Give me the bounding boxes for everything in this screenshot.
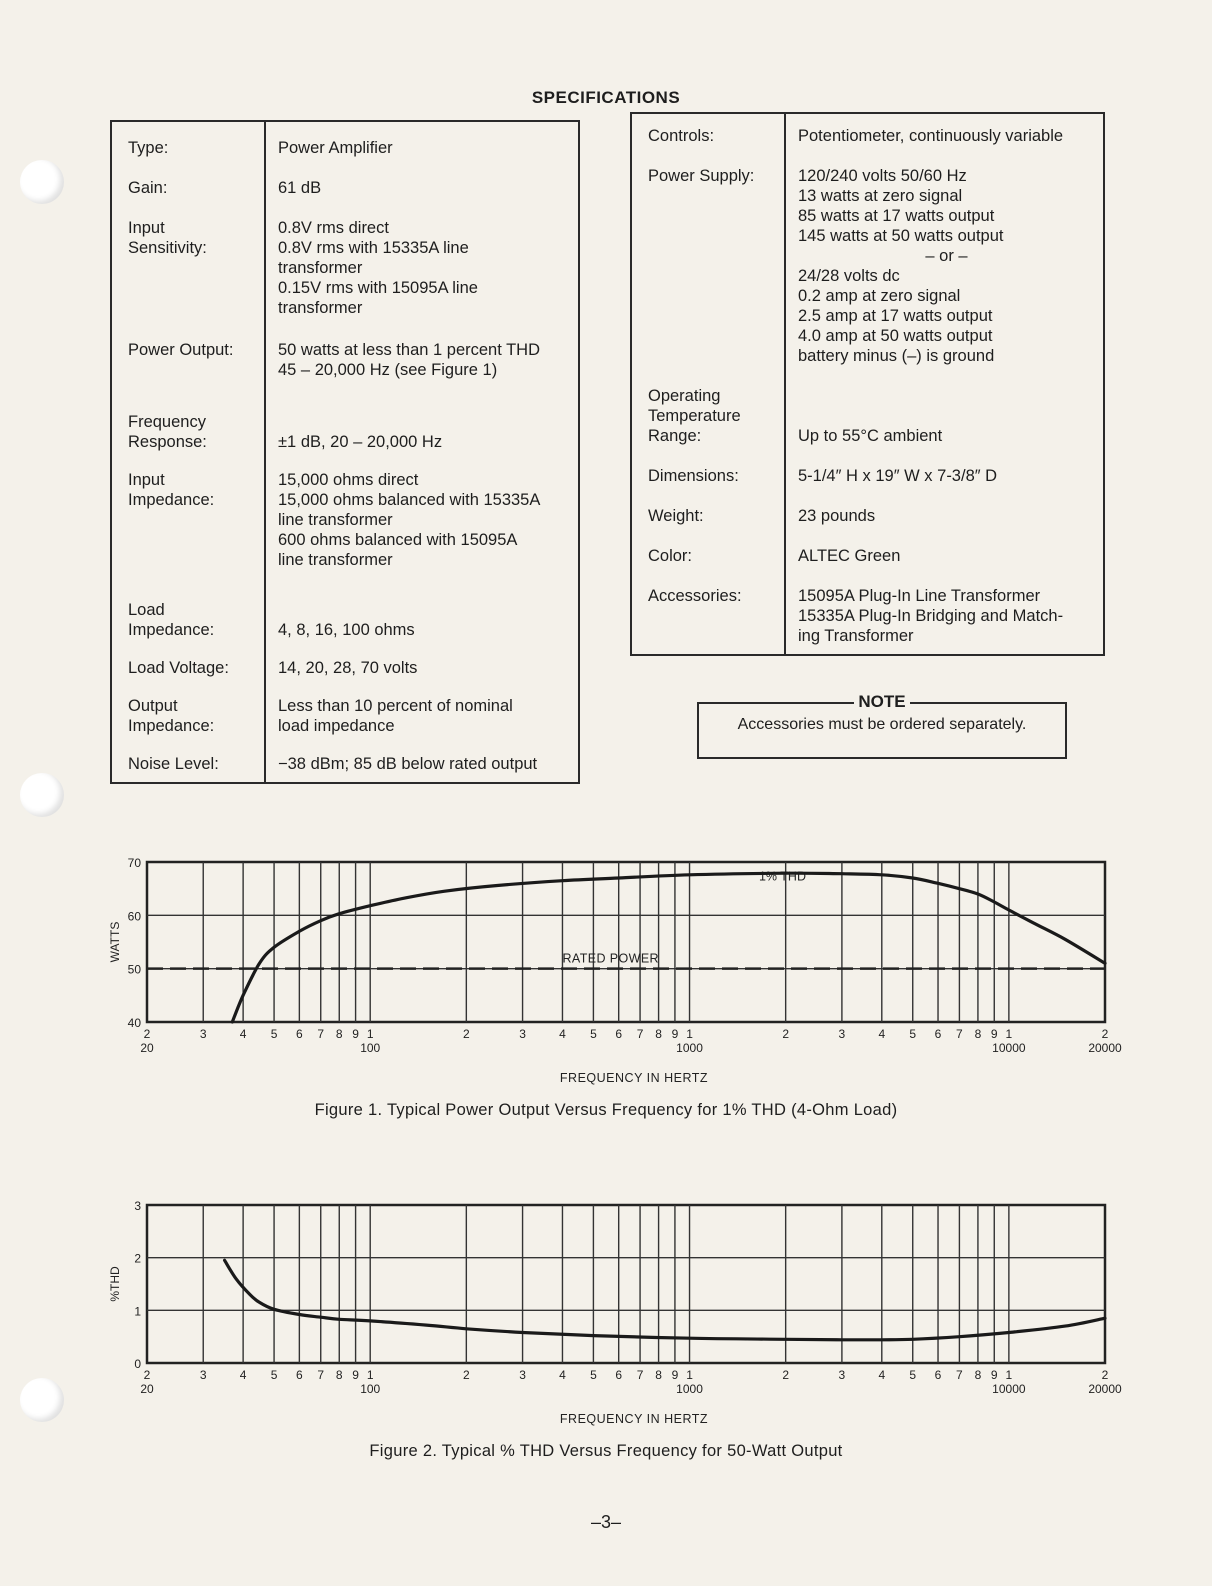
x-tick-label: 7	[636, 1027, 644, 1041]
spec-label-line: Type:	[128, 139, 169, 157]
x-decade-label: 20000	[1088, 1041, 1122, 1055]
note-title: NOTE	[699, 692, 1065, 712]
x-tick-label: 1	[686, 1027, 693, 1041]
spec-label	[111, 380, 265, 452]
spec-value-line: Potentiometer, continuously variable	[798, 127, 1064, 145]
spec-value	[265, 380, 579, 452]
x-axis-label: FREQUENCY IN HERTZ	[559, 1412, 709, 1426]
spec-label	[111, 570, 265, 640]
spec-value-line: 0.2 amp at zero signal	[798, 287, 961, 305]
spec-label	[111, 678, 265, 736]
x-tick-label: 3	[838, 1368, 846, 1382]
spec-label-line: Gain:	[128, 179, 168, 197]
spec-value-line: ±1 dB, 20 – 20,000 Hz	[278, 433, 443, 451]
x-tick-label: 7	[317, 1368, 325, 1382]
x-tick-label: 1	[1005, 1368, 1013, 1382]
spec-value-line: 15,000 ohms balanced with 15335A	[278, 491, 541, 509]
spec-label-line: Temperature	[648, 407, 741, 425]
spec-row	[111, 570, 579, 640]
spec-value-line: 23 pounds	[798, 507, 876, 525]
spec-row	[111, 678, 579, 736]
spec-label	[111, 452, 265, 570]
spec-value-line: Up to 55°C ambient	[798, 427, 943, 445]
x-axis-label: FREQUENCY IN HERTZ	[559, 1071, 709, 1085]
spec-value	[265, 736, 579, 783]
x-tick-label: 6	[296, 1027, 303, 1041]
spec-label-line: Weight:	[648, 507, 704, 525]
spec-value-line: 0.8V rms with 15335A line	[278, 239, 469, 257]
y-axis-label: WATTS	[108, 921, 122, 963]
spec-label	[631, 366, 785, 446]
x-tick-label: 3	[838, 1027, 846, 1041]
y-tick-label: 40	[127, 1016, 141, 1030]
x-tick-label: 6	[615, 1027, 623, 1041]
x-tick-label: 1	[1005, 1027, 1013, 1041]
x-tick-label: 5	[270, 1027, 278, 1041]
spec-value-line: 45 – 20,000 Hz (see Figure 1)	[278, 361, 498, 379]
spec-label-line: Input	[128, 471, 165, 489]
spec-row	[111, 736, 579, 783]
spec-label	[111, 198, 265, 318]
thd-chart	[0, 1195, 1212, 1430]
x-tick-label: 1	[366, 1027, 374, 1041]
spec-label-line: Response:	[128, 433, 207, 451]
x-tick-label: 7	[956, 1027, 963, 1041]
spec-label-line: Impedance:	[128, 491, 215, 509]
spec-label-line: Range:	[648, 427, 702, 445]
spec-value	[265, 318, 579, 380]
thd-annotation: 1% THD	[758, 869, 807, 884]
x-tick-label: 5	[590, 1368, 597, 1382]
spec-label-line: Power Supply:	[648, 167, 755, 185]
x-tick-label: 8	[335, 1368, 343, 1382]
spec-label-line: Power Output:	[128, 341, 234, 359]
spec-label-line: Operating	[648, 387, 721, 405]
spec-value-line: −38 dBm; 85 dB below rated output	[278, 755, 538, 773]
x-tick-label: 3	[519, 1368, 526, 1382]
x-decade-label: 100	[360, 1382, 381, 1396]
spec-value-line: transformer	[278, 299, 363, 317]
y-tick-label: 50	[127, 962, 141, 977]
spec-value	[785, 486, 1104, 526]
x-tick-label: 2	[143, 1368, 151, 1382]
data-series-curve	[225, 1260, 1105, 1340]
x-tick-label: 4	[239, 1368, 247, 1382]
x-tick-label: 8	[335, 1027, 343, 1041]
y-tick-label: 60	[127, 909, 141, 924]
spec-value	[785, 446, 1104, 486]
page-number: –3–	[590, 1512, 622, 1532]
x-tick-label: 1	[366, 1368, 374, 1382]
x-decade-label: 100	[360, 1041, 381, 1055]
spec-label-line: Input	[128, 219, 165, 237]
spec-value-line: 2.5 amp at 17 watts output	[798, 307, 993, 325]
figure-1-caption: Figure 1. Typical Power Output Versus Frequency for 1% THD (4-Ohm Load)	[314, 1101, 898, 1119]
spec-label-line: Impedance:	[128, 717, 215, 735]
spec-value-line: 14, 20, 28, 70 volts	[278, 659, 418, 677]
left-spec-table	[110, 120, 580, 784]
x-tick-label: 2	[462, 1027, 470, 1041]
spec-value	[265, 198, 579, 318]
spec-value-line: 120/240 volts 50/60 Hz	[798, 167, 967, 185]
spec-value-line: 24/28 volts dc	[798, 267, 900, 285]
spec-label-line: Frequency	[128, 413, 206, 431]
note-box	[697, 692, 1067, 759]
x-tick-label: 9	[990, 1027, 998, 1041]
spec-row	[111, 121, 579, 158]
spec-value	[785, 113, 1104, 146]
x-decade-label: 20	[140, 1041, 154, 1055]
power-output-chart	[0, 850, 1212, 1090]
x-tick-label: 9	[352, 1027, 359, 1041]
x-tick-label: 2	[462, 1368, 470, 1382]
x-tick-label: 6	[615, 1368, 623, 1382]
y-tick-label: 3	[134, 1199, 141, 1213]
page-title: SPECIFICATIONS	[531, 88, 681, 107]
x-tick-label: 8	[974, 1027, 982, 1041]
spec-value-line: 0.8V rms direct	[278, 219, 389, 237]
x-tick-label: 4	[878, 1368, 886, 1382]
spec-value-line: – or –	[925, 247, 968, 265]
data-series-curve	[232, 873, 1105, 1022]
x-tick-label: 4	[559, 1368, 566, 1382]
x-decade-label: 10000	[992, 1382, 1026, 1396]
spec-label-line: Load	[128, 601, 165, 619]
spec-value-line: transformer	[278, 259, 363, 277]
spec-label	[631, 486, 785, 526]
x-tick-label: 6	[934, 1368, 942, 1382]
x-tick-label: 8	[655, 1027, 662, 1041]
spec-value-line: 145 watts at 50 watts output	[798, 227, 1004, 245]
spec-label-line: Impedance:	[128, 621, 215, 639]
binder-hole-top	[20, 160, 64, 204]
spec-value	[785, 566, 1104, 655]
x-tick-label: 8	[655, 1368, 662, 1382]
spec-label	[631, 446, 785, 486]
spec-row	[111, 198, 579, 318]
rated-power-annotation: RATED POWER	[562, 951, 660, 966]
spec-value-line: 15335A Plug-In Bridging and Match-	[798, 607, 1064, 625]
spec-value-line: ing Transformer	[798, 627, 914, 645]
spec-value	[265, 640, 579, 678]
spec-value-line: Power Amplifier	[278, 139, 393, 157]
x-tick-label: 3	[199, 1368, 207, 1382]
spec-label-line: Sensitivity:	[128, 239, 207, 257]
spec-label-line: Noise Level:	[128, 755, 219, 773]
spec-label	[631, 113, 785, 146]
x-tick-label: 2	[1101, 1368, 1109, 1382]
right-spec-table	[630, 112, 1105, 656]
spec-value-line: 13 watts at zero signal	[798, 187, 963, 205]
spec-row	[111, 380, 579, 452]
x-decade-label: 10000	[992, 1041, 1026, 1055]
spec-row	[111, 452, 579, 570]
spec-row	[631, 446, 1104, 486]
spec-row	[631, 146, 1104, 366]
y-tick-label: 2	[134, 1251, 141, 1266]
spec-value-line: 4, 8, 16, 100 ohms	[278, 621, 415, 639]
x-tick-label: 3	[199, 1027, 207, 1041]
note-text: Accessories must be ordered separately.	[737, 716, 1027, 733]
x-tick-label: 5	[270, 1368, 278, 1382]
spec-label-line: Color:	[648, 547, 693, 565]
spec-row	[631, 366, 1104, 446]
spec-value-line: 15,000 ohms direct	[278, 471, 419, 489]
spec-label	[631, 566, 785, 655]
spec-value-line: 85 watts at 17 watts output	[798, 207, 995, 225]
x-tick-label: 9	[671, 1027, 679, 1041]
x-tick-label: 2	[782, 1027, 790, 1041]
spec-label	[631, 146, 785, 366]
x-tick-label: 7	[317, 1027, 325, 1041]
spec-value	[265, 452, 579, 570]
spec-value-line: 5-1/4″ H x 19″ W x 7-3/8″ D	[798, 467, 998, 485]
x-tick-label: 5	[909, 1368, 917, 1382]
x-tick-label: 9	[671, 1368, 679, 1382]
spec-label	[111, 318, 265, 380]
spec-row	[631, 486, 1104, 526]
x-tick-label: 2	[143, 1027, 151, 1041]
binder-hole-middle	[20, 773, 64, 817]
spec-label-line: Load Voltage:	[128, 659, 229, 677]
spec-label-line: Output	[128, 697, 178, 715]
figure-2-caption: Figure 2. Typical % THD Versus Frequency for 50-Watt Output	[369, 1442, 843, 1460]
x-tick-label: 1	[686, 1368, 693, 1382]
spec-row	[631, 526, 1104, 566]
x-tick-label: 9	[990, 1368, 998, 1382]
x-decade-label: 1000	[676, 1382, 703, 1396]
spec-label-line: Dimensions:	[648, 467, 739, 485]
spec-label	[111, 121, 265, 158]
spec-value-line: Less than 10 percent of nominal	[278, 697, 513, 715]
spec-row	[111, 640, 579, 678]
spec-row	[111, 158, 579, 198]
x-tick-label: 8	[974, 1368, 982, 1382]
x-tick-label: 4	[559, 1027, 566, 1041]
spec-value-line: 0.15V rms with 15095A line	[278, 279, 478, 297]
x-tick-label: 5	[590, 1027, 597, 1041]
x-decade-label: 20	[140, 1382, 154, 1396]
x-tick-label: 7	[636, 1368, 644, 1382]
x-tick-label: 7	[956, 1368, 963, 1382]
spec-label	[111, 158, 265, 198]
spec-row	[631, 566, 1104, 655]
spec-value	[785, 526, 1104, 566]
spec-value	[265, 121, 579, 158]
x-tick-label: 4	[239, 1027, 247, 1041]
spec-value-line: 4.0 amp at 50 watts output	[798, 327, 993, 345]
spec-value-line: 15095A Plug-In Line Transformer	[798, 587, 1041, 605]
spec-value	[265, 570, 579, 640]
spec-label	[631, 526, 785, 566]
spec-row	[111, 318, 579, 380]
spec-label	[111, 640, 265, 678]
plot-frame	[147, 862, 1105, 1022]
spec-value	[785, 146, 1104, 366]
x-tick-label: 3	[519, 1027, 526, 1041]
spec-label-line: Accessories:	[648, 587, 742, 605]
spec-value-line: line transformer	[278, 511, 393, 529]
spec-value-line: battery minus (–) is ground	[798, 347, 995, 365]
x-tick-label: 2	[1101, 1027, 1109, 1041]
x-tick-label: 6	[296, 1368, 303, 1382]
y-axis-label: %THD	[108, 1266, 122, 1302]
spec-label	[111, 736, 265, 783]
x-tick-label: 6	[934, 1027, 942, 1041]
spec-value-line: 61 dB	[278, 179, 322, 197]
x-tick-label: 5	[909, 1027, 917, 1041]
x-tick-label: 2	[782, 1368, 790, 1382]
spec-value-line: 600 ohms balanced with 15095A	[278, 531, 518, 549]
spec-row	[631, 113, 1104, 146]
spec-value-line: 50 watts at less than 1 percent THD	[278, 341, 540, 359]
x-decade-label: 20000	[1088, 1382, 1122, 1396]
spec-value-line: line transformer	[278, 551, 393, 569]
spec-value	[265, 158, 579, 198]
plot-frame	[147, 1205, 1105, 1363]
y-tick-label: 70	[127, 856, 141, 870]
spec-value-line: ALTEC Green	[798, 547, 901, 565]
y-tick-label: 0	[134, 1357, 141, 1371]
x-decade-label: 1000	[676, 1041, 703, 1055]
x-tick-label: 9	[352, 1368, 359, 1382]
spec-value-line: load impedance	[278, 717, 395, 735]
y-tick-label: 1	[134, 1304, 141, 1319]
spec-value	[785, 366, 1104, 446]
x-tick-label: 4	[878, 1027, 886, 1041]
spec-value	[265, 678, 579, 736]
spec-label-line: Controls:	[648, 127, 715, 145]
